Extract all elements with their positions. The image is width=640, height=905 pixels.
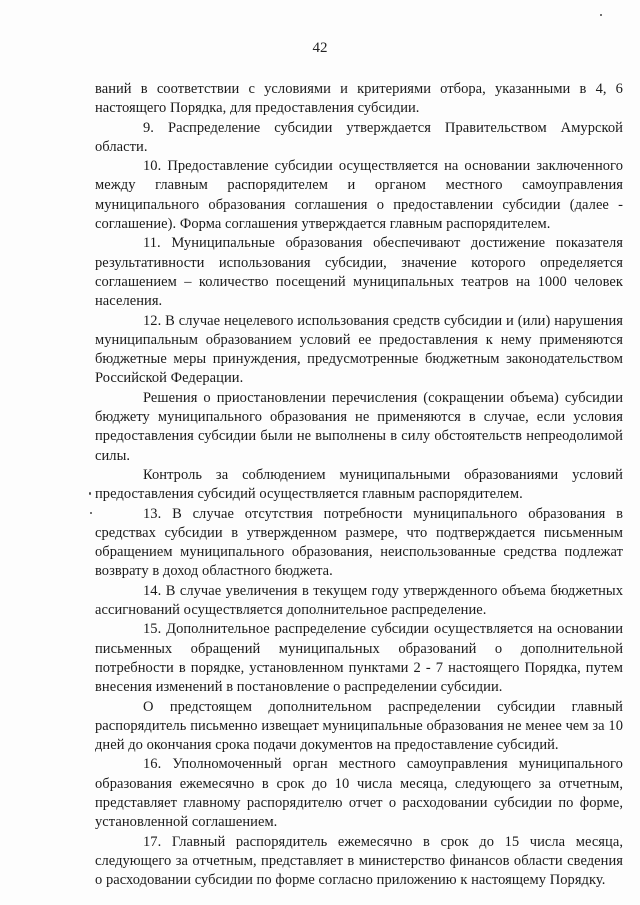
- paragraph-12-control: Контроль за соблюдением муниципальными образованиями условий предоставления субсидий осуществляется главным распорядителем.: [95, 466, 623, 503]
- paragraph-12: 12. В случае нецелевого использования средств субсидии и (или) нарушения муниципальным образованием условий ее предоставления к нему применяются бюджетные меры принуждения, предусмотренные бюджетным законодательством Российской Федерации.: [95, 312, 623, 387]
- paragraph-15-notice: О предстоящем дополнительном распределении субсидии главный распорядитель письменно извещает муниципальные образования не менее чем за 10 дней до окончания срока подачи документов на предоставление субсидий.: [95, 698, 623, 754]
- paragraph-11: 11. Муниципальные образования обеспечивают достижение показателя результативности использования субсидии, значение которого определяется соглашением – количество посещений муниципальных театров на 1000 человек населения.: [95, 235, 623, 310]
- scan-speck: [600, 14, 602, 16]
- paragraph-13: 13. В случае отсутствия потребности муниципального образования в средствах субсидии в утвержденном размере, что подтверждается письменным обращением муниципального образования, неиспользованные средства подлежат возврату в доход областного бюджета.: [95, 505, 623, 580]
- scan-speck: [90, 512, 92, 514]
- paragraph-15: 15. Дополнительное распределение субсидии осуществляется на основании письменных обращений муниципальных образований о дополнительной потребности в порядке, установленном пунктами 2 - 7 настоящего Порядка, путем внесения изменений в постановление о распределении субсидии.: [95, 621, 623, 696]
- paragraph-10: 10. Предоставление субсидии осуществляется на основании заключенного между главным распорядителем и органом местного самоуправления муниципального образования соглашения о предоставлении субсидии (далее - соглашение). Форма соглашения утверждается главным распорядителем.: [95, 158, 623, 233]
- paragraph-16: 16. Уполномоченный орган местного самоуправления муниципального образования ежемесячно в срок до 10 числа месяца, следующего за отчетным, представляет главному распорядителю отчет о расходовании субсидии по форме, установленной соглашением.: [95, 756, 623, 831]
- paragraph-9: 9. Распределение субсидии утверждается Правительством Амурской области.: [95, 119, 623, 155]
- paragraph-12-suspension: Решения о приостановлении перечисления (сокращении объема) субсидии бюджету муниципального образования не применяются в случае, если условия предоставления субсидии были не выполнены в силу обстоятельств непреодолимой силы.: [95, 389, 623, 464]
- paragraph-continuation: ваний в соответствии с условиями и критериями отбора, указанными в 4, 6 настоящего Порядка, для предоставления субсидии.: [95, 81, 623, 117]
- document-body: [95, 80, 623, 890]
- page-number: 42: [312, 40, 328, 56]
- paragraph-17: 17. Главный распорядитель ежемесячно в срок до 15 числа месяца, следующего за отчетным, представляет в министерство финансов области сведения о расходовании субсидии по форме согласно приложению к настоящему Порядку.: [95, 833, 623, 889]
- scan-speck: [89, 492, 91, 495]
- paragraph-14: 14. В случае увеличения в текущем году утвержденного объема бюджетных ассигнований осуществляется дополнительное распределение.: [95, 582, 623, 619]
